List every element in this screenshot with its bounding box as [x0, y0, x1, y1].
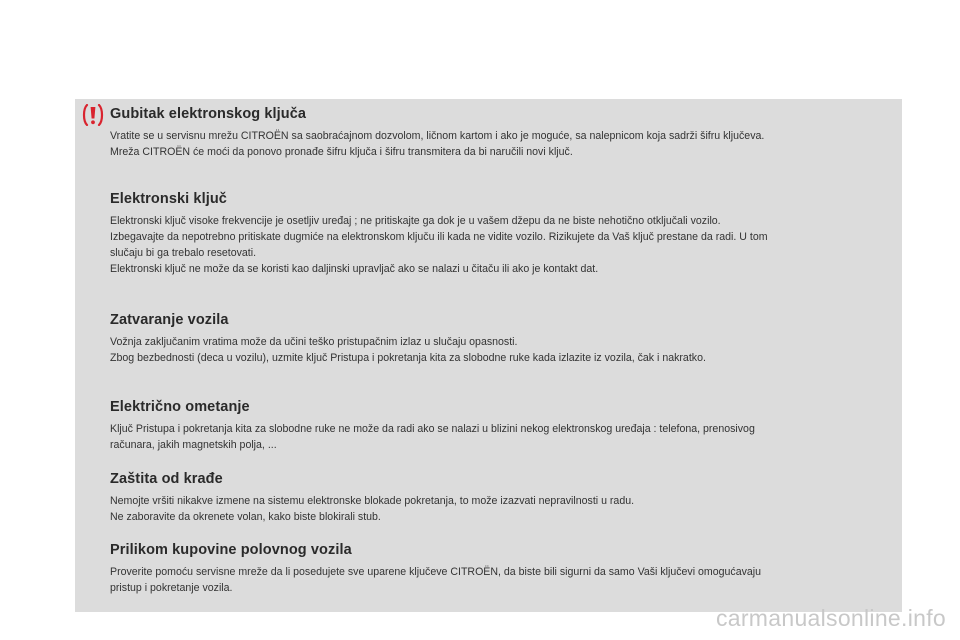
body-line: Zbog bezbednosti (deca u vozilu), uzmite ključ Pristupa i pokretanja kita za slobodne ruke kada izlazite iz vozila, čak i nakratko.: [110, 352, 706, 364]
section-heading: Elektronski ključ: [110, 191, 227, 207]
body-line: računara, jakih magnetskih polja, ...: [110, 439, 277, 451]
body-line: slučaju bi ga trebalo resetovati.: [110, 247, 257, 259]
section-heading: Gubitak elektronskog ključa: [110, 106, 307, 122]
body-line: Elektronski ključ ne može da se koristi kao daljinski upravljač ako se nalazi u čitaču ili ako je kontakt dat.: [110, 263, 599, 275]
body-line: Mreža CITROËN će moći da ponovo pronađe šifru ključa i šifru transmitera da bi naručili novi ključ.: [110, 146, 573, 158]
section-heading: Zaštita od krađe: [110, 471, 223, 487]
section-anti-theft: [110, 471, 890, 525]
section-electrical-interference: [110, 399, 890, 453]
body-line: pristup i pokretanje vozila.: [110, 582, 233, 594]
section-heading: Prilikom kupovine polovnog vozila: [110, 542, 352, 558]
section-heading: Zatvaranje vozila: [110, 312, 229, 328]
body-line: Vožnja zaključanim vratima može da učini teško pristupačnim izlaz u slučaju opasnosti.: [110, 336, 518, 348]
body-line: Ne zaboravite da okrenete volan, kako biste blokirali stub.: [110, 511, 381, 523]
section-used-vehicle-purchase: [110, 542, 890, 596]
site-watermark: carmanualsonline.info: [715, 605, 946, 631]
body-line: Ključ Pristupa i pokretanja kita za slobodne ruke ne može da radi ako se nalazi u blizini nekog elektronskog uređaja : telefona, prenosivog: [110, 423, 755, 435]
section-locking-vehicle: [110, 312, 890, 366]
section-heading: Električno ometanje: [110, 399, 250, 415]
body-line: Nemojte vršiti nikakve izmene na sistemu elektronske blokade pokretanja, to može izazvati nepravilnosti u radu.: [110, 495, 635, 507]
body-line: Elektronski ključ visoke frekvencije je osetljiv uređaj ; ne pritiskajte ga dok je u vašem džepu da ne biste nehotično otključali vozilo.: [110, 215, 721, 227]
warning-exclamation-icon: [82, 104, 104, 126]
section-electronic-key: [110, 191, 890, 277]
section-lost-key: [110, 106, 890, 160]
body-line: Izbegavajte da nepotrebno pritiskate dugmiće na elektronskom ključu ili kada ne vidite vozilo. Rizikujete da Vaš ključ prestane da radi. U tom: [110, 231, 768, 243]
body-line: Vratite se u servisnu mrežu CITROËN sa saobraćajnom dozvolom, ličnom kartom i ako je moguće, sa nalepnicom koja sadrži šifru ključeva.: [110, 130, 765, 142]
body-line: Proverite pomoću servisne mreže da li posedujete sve uparene ključeve CITROËN, da biste bili sigurni da samo Vaši ključevi omogućavaju: [110, 566, 762, 578]
